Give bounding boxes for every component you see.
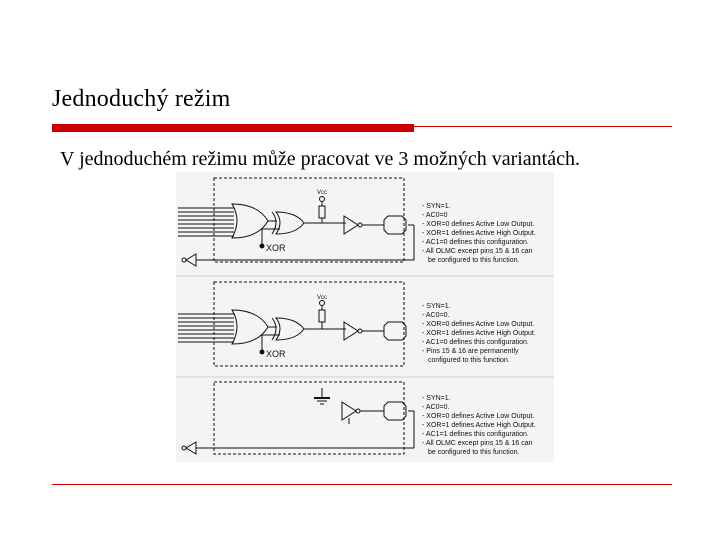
title-underline-thin xyxy=(414,126,672,127)
panel-3-note-4: - XOR=1 defines Active High Output. xyxy=(422,422,536,429)
panel-1-note-4: - XOR=1 defines Active High Output. xyxy=(422,230,536,237)
panel-2-note-5: - AC1=0 defines this configuration. xyxy=(422,339,529,346)
title-underline-thick xyxy=(52,124,414,132)
slide-title: Jednoduchý režim xyxy=(52,86,231,112)
vcc-label: Vcc xyxy=(317,295,328,301)
panel-2-note-2: - AC0=0. xyxy=(422,312,450,319)
panel-2-note-7: configured to this function. xyxy=(428,357,510,364)
xor-label: XOR xyxy=(266,243,286,253)
olmc-simple-mode-diagram xyxy=(176,172,554,462)
panel-2-note-1: - SYN=1. xyxy=(422,303,451,310)
panel-3-note-7: be configured to this function. xyxy=(428,449,520,456)
panel-1-note-6: - All OLMC except pins 15 & 16 can xyxy=(422,248,533,255)
panel-3-note-2: - AC0=0. xyxy=(422,404,450,411)
panel-2-note-6: - Pins 15 & 16 are permanently xyxy=(422,348,519,355)
xor-label: XOR xyxy=(266,349,286,359)
panel-3-note-6: - All OLMC except pins 15 & 16 can xyxy=(422,440,533,447)
panel-2-note-3: - XOR=0 defines Active Low Output. xyxy=(422,321,535,328)
vcc-label: Vcc xyxy=(317,190,328,196)
panel-3-note-5: - AC1=1 defines this configuration. xyxy=(422,431,529,438)
panel-1-note-1: - SYN=1. xyxy=(422,203,451,210)
bullet-text: V jednoduchém režimu může pracovat ve 3 možných variantách. xyxy=(60,148,580,170)
panel-3-note-1: - SYN=1. xyxy=(422,395,451,402)
panel-1-note-7: be configured to this function. xyxy=(428,257,520,264)
panel-1-note-3: - XOR=0 defines Active Low Output. xyxy=(422,221,535,228)
panel-1-note-2: - AC0=0 xyxy=(422,212,448,219)
panel-1-note-5: - AC1=0 defines this configuration. xyxy=(422,239,529,246)
footer-rule xyxy=(52,484,672,485)
panel-3-note-3: - XOR=0 defines Active Low Output. xyxy=(422,413,535,420)
panel-2-note-4: - XOR=1 defines Active High Output. xyxy=(422,330,536,337)
